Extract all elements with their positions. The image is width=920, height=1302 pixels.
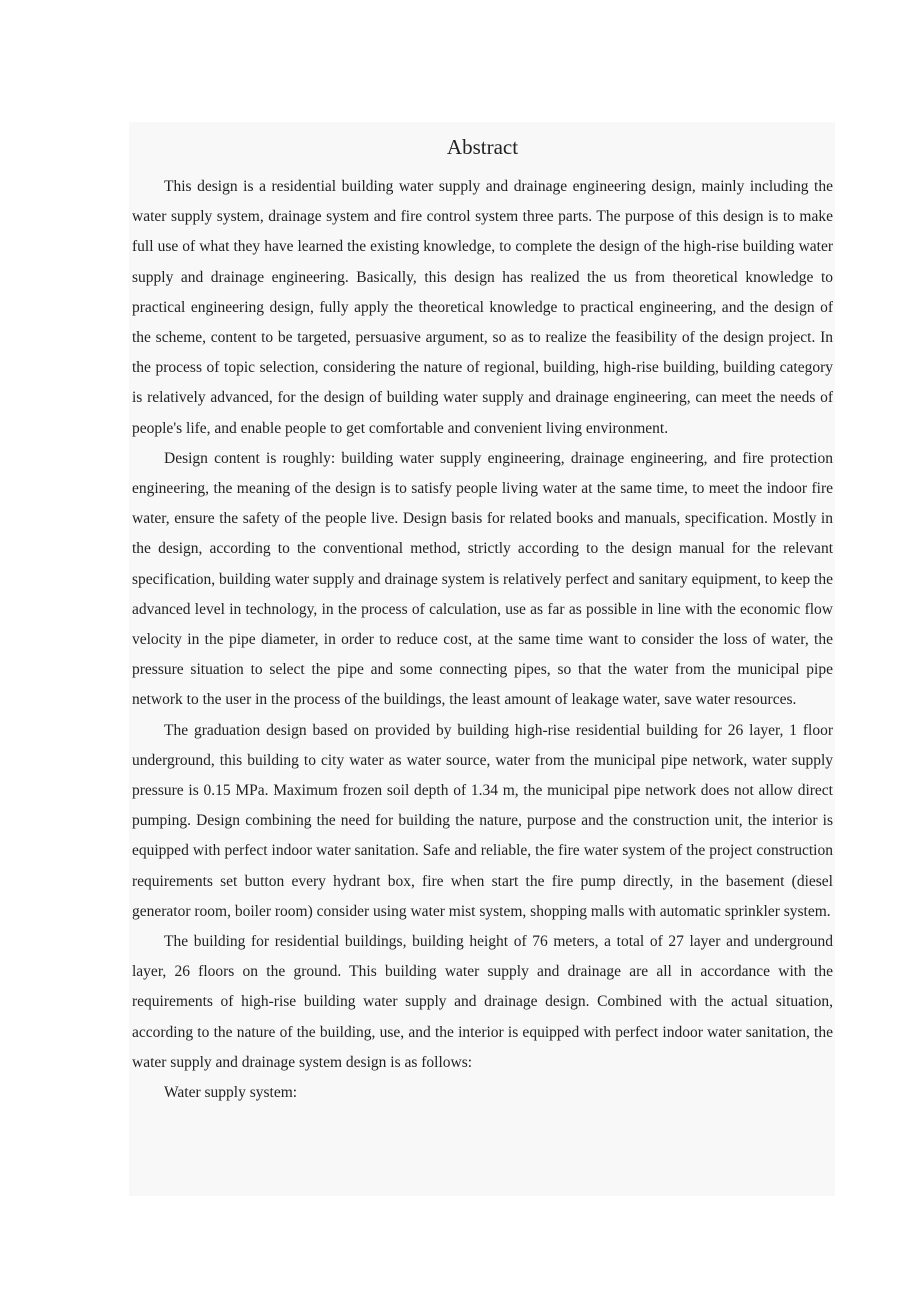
abstract-section [129, 122, 835, 1196]
page-title: Abstract [446, 135, 519, 159]
abstract-paragraph-4: The building for residential buildings, building height of 76 meters, a total of 27 layer and underground layer, 26 floors on the ground. This building water supply and drainage are all in accordance with the requirements of high-rise building water supply and drainage design. Combined with the actual situation, according to the nature of the building, use, and the interior is equipped with perfect indoor water sanitation, the water supply and drainage system design is as follows: [132, 933, 833, 1071]
abstract-paragraph-1: This design is a residential building water supply and drainage engineering design, mainly including the water supply system, drainage system and fire control system three parts. The purpose of this design is to make full use of what they have learned the existing knowledge, to complete the design of the high-rise building water supply and drainage engineering. Basically, this design has realized the us from theoretical knowledge to practical engineering design, fully apply the theoretical knowledge to practical engineering, and the design of the scheme, content to be targeted, persuasive argument, so as to realize the feasibility of the design project. In the process of topic selection, considering the nature of regional, building, high-rise building, building category is relatively advanced, for the design of building water supply and drainage engineering, can meet the needs of people's life, and enable people to get comfortable and convenient living environment. [132, 178, 833, 437]
abstract-paragraph-3: The graduation design based on provided by building high-rise residential building for 26 layer, 1 floor underground, this building to city water as water source, water from the municipal pipe network, water supply pressure is 0.15 MPa. Maximum frozen soil depth of 1.34 m, the municipal pipe network does not allow direct pumping. Design combining the need for building the nature, purpose and the construction unit, the interior is equipped with perfect indoor water sanitation. Safe and reliable, the fire water system of the project construction requirements set button every hydrant box, fire when start the fire pump directly, in the basement (diesel generator room, boiler room) consider using water mist system, shopping malls with automatic sprinkler system. [132, 721, 833, 920]
water-supply-system-heading: Water supply system: [164, 1084, 298, 1102]
abstract-paragraph-2: Design content is roughly: building water supply engineering, drainage engineering, and fire protection engineering, the meaning of the design is to satisfy people living water at the same time, to meet the indoor fire water, ensure the safety of the people live. Design basis for related books and manuals, specification. Mostly in the design, according to the conventional method, strictly according to the design manual for the relevant specification, building water supply and drainage system is relatively perfect and sanitary equipment, to keep the advanced level in technology, in the process of calculation, use as far as possible in line with the economic flow velocity in the pipe diameter, in order to reduce cost, at the same time want to consider the loss of water, the pressure situation to select the pipe and some connecting pipes, so that the water from the municipal pipe network to the user in the process of the buildings, the least amount of leakage water, save water resources. [132, 449, 833, 709]
